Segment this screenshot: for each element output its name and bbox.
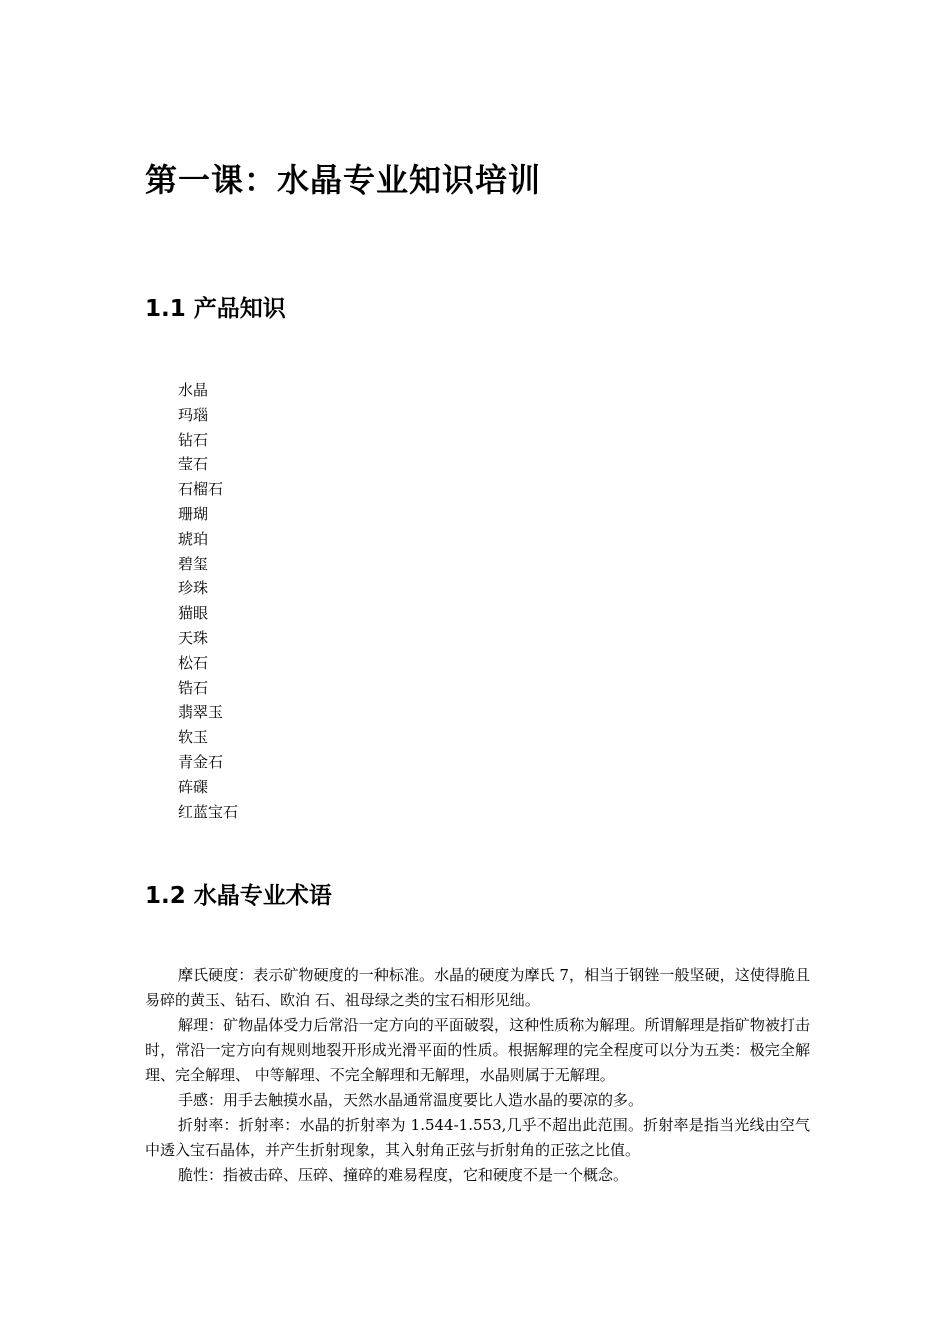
list-item: 水晶 — [178, 381, 209, 399]
list-item: 珊瑚 — [178, 504, 209, 523]
list-item: 锆石 — [178, 678, 209, 697]
list-item: 碧玺 — [178, 554, 209, 573]
list-item: 红蓝宝石 — [178, 802, 239, 821]
paragraph-refractive-index: 折射率：折射率：水晶的折射率为 1.544-1.553,几乎不超出此范围。折射率是指当光线由空气中透入宝石晶体，并产生折射现象，其入射角正弦与折射角的正弦之比值。 — [145, 1116, 810, 1159]
list-item: 软玉 — [178, 728, 209, 747]
list-item: 天珠 — [178, 628, 209, 647]
list-item: 珍珠 — [178, 579, 209, 598]
paragraph-brittleness: 脆性：指被击碎、压碎、撞碎的难易程度，它和硬度不是一个概念。 — [178, 1166, 629, 1184]
list-item: 钻石 — [178, 430, 209, 449]
list-item: 猫眼 — [178, 604, 209, 623]
paragraph-touch: 手感：用手去触摸水晶，天然水晶通常温度要比人造水晶的要凉的多。 — [178, 1091, 644, 1109]
list-item: 石榴石 — [178, 480, 224, 499]
paragraph-mohs-hardness: 摩氏硬度：表示矿物硬度的一种标准。水晶的硬度为摩氏 7，相当于钢锉一般坚硬，这使得脆且易碎的黄玉、钻石、欧泊 石、祖母绿之类的宝石相形见绌。 — [145, 966, 810, 1009]
terms-body — [145, 963, 810, 1188]
section-heading-product-knowledge: 1.1 产品知识 — [145, 296, 286, 322]
list-item: 松石 — [178, 653, 209, 672]
list-item: 砗磲 — [178, 777, 209, 796]
list-item: 青金石 — [178, 752, 224, 771]
list-item: 琥珀 — [178, 529, 209, 548]
section-heading-crystal-terms: 1.2 水晶专业术语 — [145, 883, 332, 909]
list-item: 翡翠玉 — [178, 703, 224, 722]
paragraph-cleavage: 解理：矿物晶体受力后常沿一定方向的平面破裂，这种性质称为解理。所谓解理是指矿物被打击时，常沿一定方向有规则地裂开形成光滑平面的性质。根据解理的完全程度可以分为五类：极完全解理、完全解理、 中等解理、不完全解理和无解理，水晶则属于无解理。 — [145, 1016, 810, 1084]
list-item: 玛瑙 — [178, 405, 209, 424]
document-title: 第一课：水晶专业知识培训 — [145, 161, 542, 199]
product-list — [178, 378, 238, 824]
list-item: 莹石 — [178, 455, 209, 474]
